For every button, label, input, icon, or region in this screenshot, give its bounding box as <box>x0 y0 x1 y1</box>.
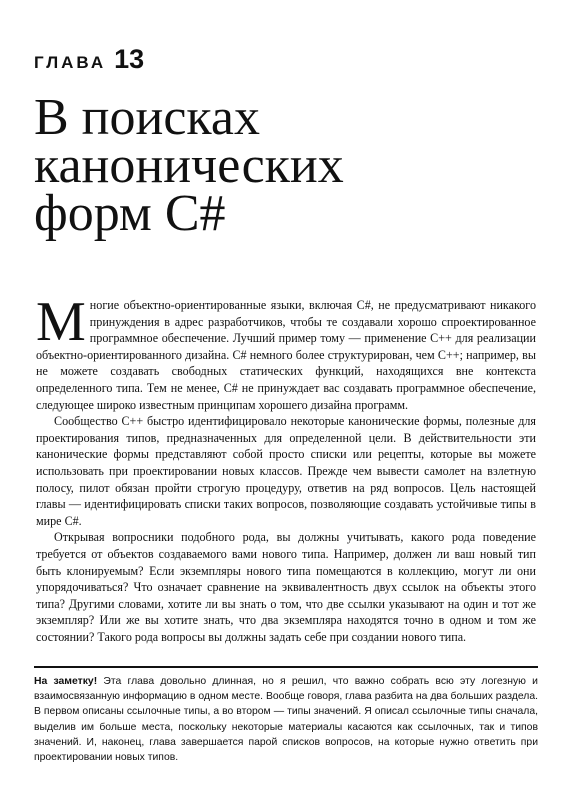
body-text <box>36 291 536 645</box>
chapter-title-line: В поисках <box>34 89 260 146</box>
chapter-title-line: форм C# <box>34 185 226 242</box>
chapter-number: 13 <box>114 44 145 74</box>
chapter-title-line: канонических <box>34 137 344 194</box>
note-label: На заметку! <box>34 676 98 687</box>
note-box <box>34 666 538 765</box>
paragraph <box>36 291 536 413</box>
paragraph: Сообщество C++ быстро идентифицировало некоторые канонические формы, полезные для проектирования типов, предназначенных для определенной цели. В действительности эти канонические формы представляют собой просто списки или рецепты, которые вы можете использовать при проектировании новых классов. Прежде чем вывести самолет на взлетную полосу, пилот обязан пройти строгую процедуру, ответив на ряд вопросов. Цель настоящей главы — идентифицировать списки таких вопросов, позволяющие создавать устойчивые типы в мире C#. <box>36 414 536 528</box>
chapter-title <box>34 89 534 242</box>
note-text: Эта глава довольно длинная, но я решил, что важно собрать всю эту логезную и взаимосвязанную информацию в одном месте. Вообще говоря, глава разбита на два больших раздела. В первом описаны ссылочные типы, а во втором — типы значений. Я описал ссылочные типы сначала, выделив им больше места, поскольку некоторые материалы касаются как ссылочных, так и типов значений. И, наконец, глава завершается парой списков вопросов, на которые нужно ответить при проектировании новых типов. <box>34 676 538 764</box>
paragraph-text: ногие объектно-ориентированные языки, включая C#, не предусматривают никакого принуждения в адрес разработчиков, чтобы те создавали хорошо спроектированное программное обеспечение. Лучший пример тому — применение C++ для реализации объектно-ориентированного дизайна. C# немного более структурирован, чем C++; например, вы не можете создавать свободных статических функций, находящихся вне контекста определенного типа. Тем не менее, C# не принуждает вас создавать программное обеспечение, следующее широко известным принципам хорошего дизайна программ. <box>36 298 536 412</box>
chapter-heading <box>34 44 144 75</box>
paragraph: Открывая вопросники подобного рода, вы должны учитывать, какого рода поведение требуется от объектов создаваемого вами нового типа. Например, должен ли ваш новый тип быть клонируемым? Если экземпляры нового типа помещаются в коллекцию, могут ли они упорядочиваться? Что означает сравнение на эквивалентность двух ссылок на объекты этого типа? Другими словами, хотите ли вы знать о том, что две ссылки указывают на один и тот же экземпляр? Или же вы хотите знать, что два экземпляра находятся точно в одном и том же состоянии? Такого рода вопросы вы должны задать себе при создании нового типа. <box>36 530 536 644</box>
chapter-label: ГЛАВА <box>34 53 107 72</box>
drop-cap: М <box>36 291 86 353</box>
